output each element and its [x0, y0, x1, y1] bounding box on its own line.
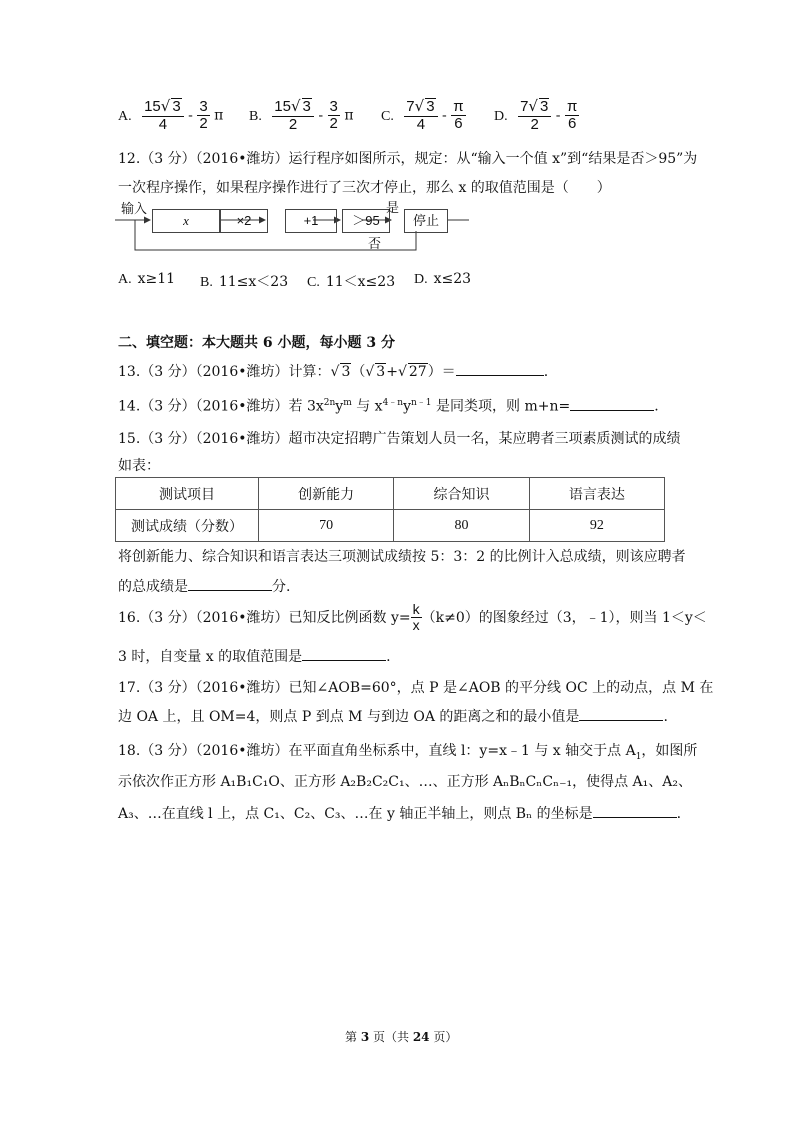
exponent: n﹣1 [411, 398, 432, 408]
q15-line3: 将创新能力、综合知识和语言表达三项测试成绩按 5：3：2 的比例计入总成绩，则该应聘者 [118, 549, 686, 565]
radicand: 3 [341, 364, 351, 380]
option-label: A. [118, 108, 132, 124]
radicand: 3 [426, 98, 435, 115]
table-header: 测试项目 [116, 478, 259, 510]
q18-line1 [118, 740, 697, 762]
q12-option-b[interactable] [200, 271, 288, 291]
subscript: 1 [635, 751, 642, 762]
paren: ）＝ [427, 364, 456, 380]
fraction [518, 98, 551, 133]
radicand: 3 [302, 98, 311, 115]
table-cell: 92 [529, 510, 664, 542]
q16-line2 [118, 646, 391, 666]
q12-line1: 12.（3 分）（2016•潍坊）运行程序如图所示，规定：从“输入一个值 x”到“结果是否＞95”为 [118, 151, 698, 167]
answer-blank[interactable] [570, 396, 654, 411]
fraction [272, 98, 314, 133]
q18-line1-tail: ，如图所 [641, 743, 698, 759]
minus-sign: - [318, 107, 324, 124]
q15-line4-pre: 的总成绩是 [118, 579, 188, 595]
fraction [328, 99, 340, 133]
answer-blank[interactable] [593, 803, 677, 818]
denominator: 6 [454, 115, 463, 132]
exponent: 2n [323, 398, 336, 408]
radicand: 27 [408, 364, 427, 380]
fraction [404, 98, 437, 133]
num-int: 15 [274, 98, 291, 115]
answer-blank[interactable] [456, 361, 544, 376]
option-label: A. [118, 272, 132, 287]
var-y: y [403, 398, 412, 415]
radicand: 3 [376, 364, 386, 380]
sqrt-icon: √ [160, 97, 171, 115]
q14-suffix: 是同类项，则 m+n= [431, 398, 571, 415]
fraction [451, 99, 465, 133]
table-cell: 70 [259, 510, 394, 542]
numerator: 3 [329, 97, 338, 115]
q14-prefix: 14.（3 分）（2016•潍坊）若 3x [118, 398, 324, 415]
num-int: 15 [144, 98, 161, 115]
num-int: 7 [520, 98, 529, 115]
numerator: π [453, 97, 464, 115]
fraction [565, 99, 579, 133]
q14-mid: 与 x [351, 398, 383, 415]
radicand: 3 [172, 98, 181, 115]
flow-times2-box: ×2 [220, 209, 268, 233]
flow-no-label: 否 [368, 237, 382, 252]
answer-blank[interactable] [579, 706, 663, 721]
paren: （ [351, 364, 366, 380]
q16-line1 [118, 602, 707, 634]
option-label: C. [381, 108, 394, 124]
numerator: 3 [199, 97, 208, 115]
flow-input-label: 输入 [121, 202, 148, 217]
pi-symbol: π [344, 107, 354, 124]
q16-pre: 16.（3 分）（2016•潍坊）已知反比例函数 y= [118, 609, 411, 626]
q15-line4 [118, 576, 290, 596]
table-header: 综合知识 [394, 478, 529, 510]
sqrt-icon: √ [397, 364, 407, 380]
fraction [197, 99, 209, 133]
option-label: D. [414, 272, 428, 287]
q17-line1: 17.（3 分）（2016•潍坊）已知∠AOB=60°，点 P 是∠AOB 的平分线 OC 上的动点，点 M 在 [118, 680, 714, 696]
minus-sign: - [188, 107, 193, 124]
option-label: D. [494, 108, 508, 124]
option-text: 11≤x＜23 [218, 274, 289, 290]
period: . [543, 364, 549, 380]
q15-line1: 15.（3 分）（2016•潍坊）超市决定招聘广告策划人员一名，某应聘者三项素质测试的成绩 [118, 431, 681, 447]
option-text: x≤23 [433, 271, 472, 287]
q18-line2: 示依次作正方形 A₁B₁C₁O、正方形 A₂B₂C₂C₁、…、正方形 AₙBₙCₙCₙ₋₁，使得点 A₁、A₂、 [118, 774, 692, 790]
footer-mid: 页（共 [369, 1030, 413, 1044]
option-label: B. [200, 275, 213, 290]
denominator: 2 [530, 115, 539, 133]
table-header-row [116, 478, 665, 510]
fraction [142, 98, 184, 133]
numerator: π [566, 97, 578, 115]
table-row [116, 510, 665, 542]
table-header: 创新能力 [259, 478, 394, 510]
flow-plus1-box: +1 [285, 209, 337, 233]
q15-line4-post: 分. [272, 579, 291, 595]
q11-option-c[interactable] [381, 98, 466, 133]
answer-blank[interactable] [188, 576, 272, 591]
var-y: y [335, 398, 344, 415]
q12-option-d[interactable] [414, 271, 471, 288]
period: . [386, 649, 391, 665]
q18-line1-text: 18.（3 分）（2016•潍坊）在平面直角坐标系中，直线 l：y=x﹣1 与 x 轴交于点 A [118, 743, 636, 759]
answer-blank[interactable] [302, 646, 386, 661]
sqrt-icon: √ [414, 97, 425, 115]
score-table [115, 477, 665, 542]
sqrt-icon: √ [290, 97, 301, 115]
denominator: 4 [158, 115, 168, 133]
q11-option-a[interactable] [118, 98, 223, 133]
denominator: 2 [329, 115, 338, 132]
denominator: 2 [199, 115, 208, 132]
flow-yes-label: 是 [386, 201, 400, 216]
section-heading: 二、填空题：本大题共 6 小题，每小题 3 分 [118, 335, 395, 351]
flow-condition-box: ＞95 [342, 209, 390, 233]
exponent: m [343, 398, 352, 408]
q11-option-d[interactable] [494, 98, 579, 133]
q16-line2-pre: 3 时，自变量 x 的取值范围是 [118, 649, 303, 665]
table-cell: 测试成绩（分数） [116, 510, 259, 542]
q18-line3-pre: A₃、…在直线 l 上，点 C₁、C₂、C₃、…在 y 轴正半轴上，则点 Bₙ 的坐标是 [118, 806, 593, 822]
option-text: 11＜x≤23 [325, 274, 396, 290]
numerator: k [412, 601, 420, 617]
minus-sign: - [555, 107, 561, 124]
option-label: C. [307, 275, 320, 290]
q12-line2: 一次程序操作，如果程序操作进行了三次才停止，那么 x 的取值范围是（ ） [118, 180, 611, 196]
num-int: 7 [406, 98, 415, 115]
table-header: 语言表达 [529, 478, 664, 510]
q12-option-a[interactable] [118, 271, 175, 288]
denominator: 4 [416, 115, 426, 133]
table-cell: 80 [394, 510, 529, 542]
period: . [663, 709, 668, 725]
minus-sign: - [442, 107, 447, 124]
q14 [118, 395, 659, 416]
footer-pre: 第 [345, 1030, 361, 1044]
period: . [676, 806, 682, 822]
sqrt-icon: √ [528, 97, 538, 115]
sqrt-icon: √ [365, 364, 375, 380]
flow-x-box: x [152, 209, 220, 233]
q18-line3 [118, 803, 681, 823]
option-label: B. [249, 108, 262, 124]
q13 [118, 361, 548, 381]
q16-post: （k≠0）的图象经过（3，﹣1），则当 1＜y＜ [421, 609, 707, 626]
q12-option-c[interactable] [307, 271, 395, 291]
denominator: 6 [567, 115, 577, 132]
pi-symbol: π [214, 107, 224, 124]
page-number: 3 [360, 1030, 370, 1044]
option-text: x≥11 [137, 271, 176, 287]
flow-stop-box: 停止 [404, 209, 448, 233]
fraction [411, 602, 422, 634]
q15-line2: 如表： [118, 458, 160, 474]
q17-line2 [118, 706, 668, 726]
denominator: 2 [288, 115, 298, 133]
q11-option-b[interactable] [249, 98, 354, 133]
sqrt-icon: √ [330, 364, 340, 380]
page-total: 24 [412, 1030, 430, 1044]
page-footer [345, 1028, 457, 1045]
q13-prefix: 13.（3 分）（2016•潍坊）计算： [118, 364, 331, 380]
exponent: 4﹣n [382, 398, 404, 408]
period: . [654, 398, 659, 415]
footer-post: 页） [429, 1030, 458, 1044]
radicand: 3 [539, 98, 549, 115]
plus-sign: + [386, 364, 398, 380]
denominator: x [412, 617, 420, 634]
q17-line2-pre: 边 OA 上，且 OM=4，则点 P 到点 M 与到边 OA 的距离之和的最小值是 [118, 709, 580, 725]
